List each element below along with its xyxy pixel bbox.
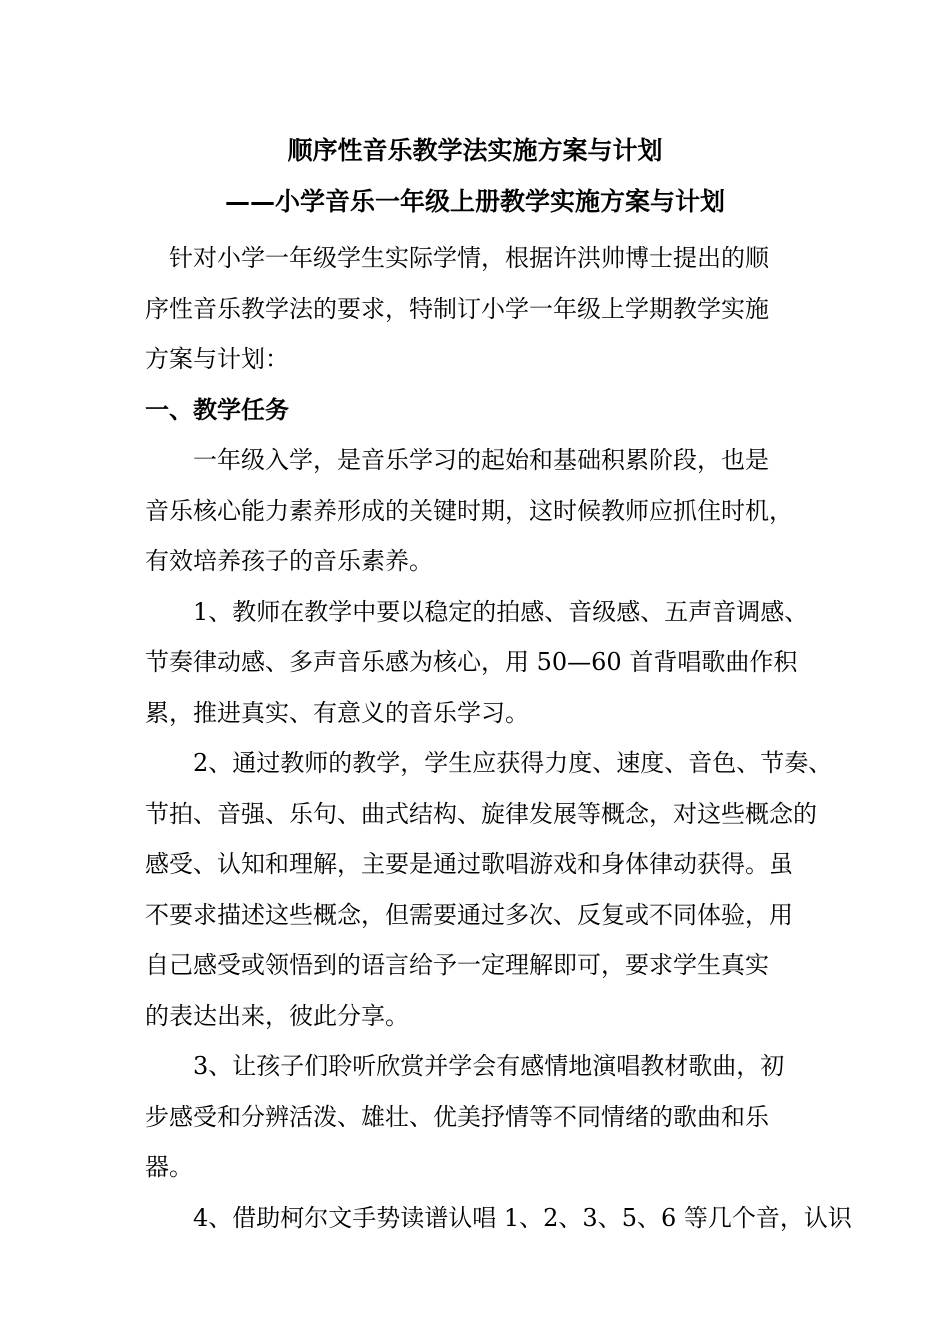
text-line: 1、教师在教学中要以稳定的拍感、音级感、五声音调感、 <box>193 597 809 626</box>
text-line: 2、通过教师的教学，学生应获得力度、速度、音色、节奏、 <box>193 749 833 777</box>
text-line: 的表达出来，彼此分享。 <box>145 1001 409 1030</box>
text-line: 3、让孩子们聆听欣赏并学会有感情地演唱教材歌曲，初 <box>193 1052 785 1080</box>
text-line: 方案与计划： <box>145 345 289 373</box>
task-item-2 <box>145 738 833 1041</box>
document-subtitle: ——小学音乐一年级上册教学实施方案与计划 <box>224 187 725 216</box>
task-item-3 <box>145 1041 825 1193</box>
text-line: 器。 <box>145 1153 193 1181</box>
document-title: 顺序性音乐教学法实施方案与计划 <box>287 136 663 165</box>
text-line: 累，推进真实、有意义的音乐学习。 <box>145 698 529 727</box>
text-line: 4、借助柯尔文手势读谱认唱 1、2、3、5、6 等几个音，认识 <box>193 1203 852 1232</box>
text-line: 序性音乐教学法的要求，特制订小学一年级上学期教学实施 <box>145 294 769 323</box>
text-line: 一年级入学，是音乐学习的起始和基础积累阶段，也是 <box>193 446 769 474</box>
section-heading: 一、教学任务 <box>145 394 289 424</box>
overview-paragraph <box>145 435 825 587</box>
text-line: 自己感受或领悟到的语言给予一定理解即可，要求学生真实 <box>145 951 769 979</box>
text-line: 有效培养孩子的音乐素养。 <box>145 547 433 575</box>
text-line: 不要求描述这些概念，但需要通过多次、反复或不同体验，用 <box>145 900 793 929</box>
document-body <box>145 233 852 1243</box>
intro-paragraph <box>145 233 825 385</box>
text-line: 感受、认知和理解，主要是通过歌唱游戏和身体律动获得。虽 <box>145 850 793 878</box>
task-item-4 <box>145 1193 852 1244</box>
text-line: 音乐核心能力素养形成的关键时期，这时候教师应抓住时机， <box>145 496 793 525</box>
text-line: 针对小学一年级学生实际学情，根据许洪帅博士提出的顺 <box>169 244 769 272</box>
text-line: 步感受和分辨活泼、雄壮、优美抒情等不同情绪的歌曲和乐 <box>145 1102 769 1131</box>
text-line: 节奏律动感、多声音乐感为核心，用 50—60 首背唱歌曲作积 <box>145 648 798 676</box>
task-item-1 <box>145 587 825 739</box>
text-line: 节拍、音强、乐句、曲式结构、旋律发展等概念，对这些概念的 <box>145 799 817 828</box>
